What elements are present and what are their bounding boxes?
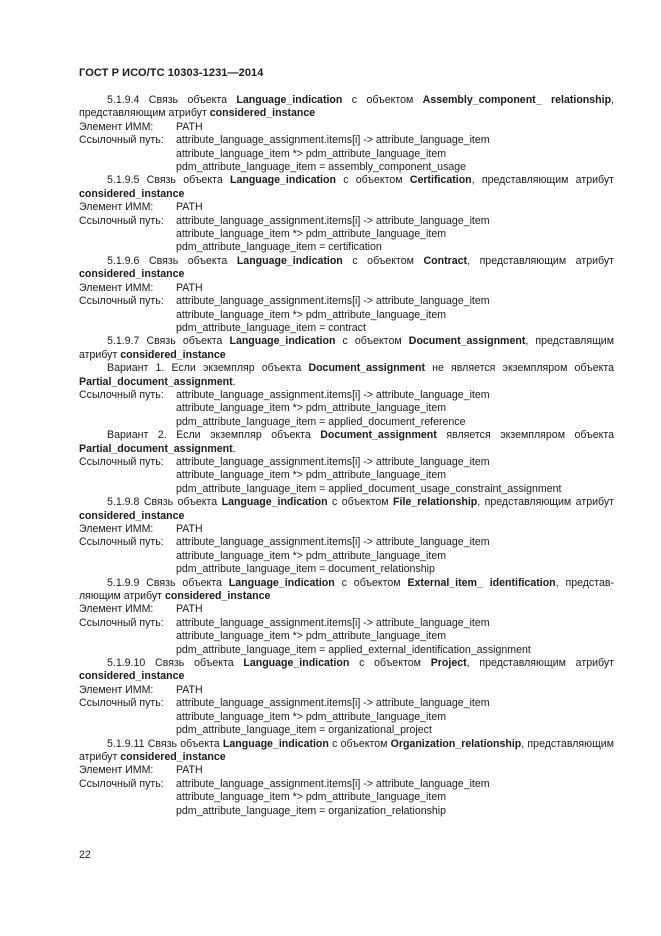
section-heading bbox=[79, 657, 614, 684]
text-run: . bbox=[232, 375, 236, 388]
element-label: Элемент ИММ: bbox=[79, 683, 154, 696]
entity-name: Contract bbox=[423, 254, 468, 267]
element-row bbox=[79, 523, 614, 536]
text-run: является экземпляром объекта bbox=[436, 429, 615, 442]
text-run: 5.1.9.8 Связь объекта bbox=[107, 496, 222, 509]
element-row bbox=[79, 201, 614, 214]
entity-name: considered_instance bbox=[79, 509, 185, 522]
path-line: attribute_language_assignment.items[i] -> attribute_language_item bbox=[176, 388, 490, 401]
entity-name: Document_assignment bbox=[320, 429, 437, 442]
page-number: 22 bbox=[79, 849, 91, 861]
element-value: PATH bbox=[176, 120, 203, 133]
text-run: , представляющим атрибут bbox=[471, 174, 614, 187]
path-line: attribute_language_assignment.items[i] -> attribute_language_item bbox=[176, 214, 490, 227]
text-run: , представляющим атрибут bbox=[466, 657, 614, 670]
section-heading bbox=[79, 94, 614, 121]
text-run: Вариант 2. Если экземпляр объекта bbox=[107, 429, 321, 442]
text-run: , представляющим атрибут bbox=[79, 94, 614, 120]
entity-name: Assembly_component_ relationship bbox=[422, 94, 612, 106]
entity-name: considered_instance bbox=[120, 348, 226, 361]
section-heading bbox=[79, 429, 614, 456]
page-header: ГОСТ Р ИСО/ТС 10303-1231—2014 bbox=[79, 67, 264, 79]
text-run: , представляющим атрибут bbox=[467, 254, 614, 267]
entity-name: Language_indication bbox=[236, 254, 343, 267]
entity-name: Document_assignment bbox=[308, 362, 425, 375]
element-row bbox=[79, 764, 614, 777]
element-value: PATH bbox=[176, 281, 203, 294]
section-heading bbox=[79, 335, 614, 362]
text-run: . bbox=[232, 442, 236, 455]
path-line: attribute_language_item *> pdm_attribute_language_item bbox=[176, 147, 447, 160]
text-run: с объектом bbox=[342, 254, 424, 267]
path-line: attribute_language_item *> pdm_attribute_language_item bbox=[176, 469, 447, 482]
text-run: , представлящим атрибут bbox=[79, 335, 615, 361]
path-row bbox=[79, 215, 614, 228]
element-value: PATH bbox=[176, 764, 203, 777]
path-label: Ссылочный путь: bbox=[79, 214, 164, 227]
text-run: 5.1.9.9 Связь объекта bbox=[107, 576, 229, 589]
path-row bbox=[79, 295, 614, 308]
entity-name: External_item_ identification bbox=[407, 576, 556, 589]
path-row bbox=[79, 134, 614, 147]
text-run: , представляющим атрибут bbox=[79, 576, 615, 603]
path-line: attribute_language_assignment.items[i] -> attribute_language_item bbox=[176, 536, 490, 549]
text-run: 5.1.9.7 Связь объекта bbox=[107, 335, 230, 348]
path-line: attribute_language_assignment.items[i] -> attribute_language_item bbox=[176, 134, 490, 147]
path-line: attribute_language_item *> pdm_attribute_language_item bbox=[176, 710, 447, 723]
path-line: attribute_language_assignment.items[i] -> attribute_language_item bbox=[176, 697, 490, 710]
path-line: pdm_attribute_language_item = certification bbox=[176, 241, 382, 254]
entity-name: Partial_document_assignment bbox=[79, 375, 233, 388]
element-label: Элемент ИММ: bbox=[79, 281, 154, 294]
path-line: pdm_attribute_language_item = applied_document_reference bbox=[176, 415, 466, 428]
entity-name: considered_instance bbox=[120, 750, 226, 763]
path-row bbox=[79, 456, 614, 469]
path-line: attribute_language_assignment.items[i] -> attribute_language_item bbox=[176, 455, 490, 468]
path-line: attribute_language_item *> pdm_attribute_language_item bbox=[176, 402, 447, 415]
path-line: attribute_language_item *> pdm_attribute_language_item bbox=[176, 630, 447, 643]
element-value: PATH bbox=[176, 201, 203, 214]
path-label: Ссылочный путь: bbox=[79, 455, 164, 468]
text-run: с объектом bbox=[327, 496, 394, 509]
element-row bbox=[79, 282, 614, 295]
text-run: с объектом bbox=[335, 174, 410, 187]
entity-name: Language_indication bbox=[229, 174, 336, 187]
text-run: не является экземпляром объекта bbox=[425, 362, 615, 375]
text-run: 5.1.9.10 Связь объекта bbox=[107, 657, 244, 670]
text-run: 5.1.9.6 Связь объекта bbox=[107, 254, 237, 267]
element-label: Элемент ИММ: bbox=[79, 201, 154, 214]
section-heading bbox=[79, 362, 614, 389]
element-row bbox=[79, 684, 614, 697]
path-line: attribute_language_item *> pdm_attribute_language_item bbox=[176, 549, 447, 562]
section-heading bbox=[79, 577, 614, 604]
path-row bbox=[79, 536, 614, 549]
entity-name: Organization_relationship bbox=[390, 737, 522, 750]
entity-name: considered_instance bbox=[79, 187, 185, 200]
path-line: pdm_attribute_language_item = organizational_project bbox=[176, 724, 432, 737]
element-value: PATH bbox=[176, 523, 203, 535]
entity-name: considered_instance bbox=[209, 107, 316, 120]
element-value: PATH bbox=[176, 603, 203, 616]
entity-name: Project bbox=[430, 657, 467, 670]
element-value: PATH bbox=[176, 683, 203, 696]
entity-name: Language_indication bbox=[222, 737, 329, 750]
path-line: attribute_language_item *> pdm_attribute_language_item bbox=[176, 791, 447, 804]
path-label: Ссылочный путь: bbox=[79, 134, 164, 147]
text-run: 5.1.9.4 Связь объекта bbox=[107, 94, 237, 106]
text-run: Вариант 1. Если экземпляр объекта bbox=[107, 362, 309, 375]
element-label: Элемент ИММ: bbox=[79, 120, 154, 133]
path-label: Ссылочный путь: bbox=[79, 777, 164, 790]
path-line: pdm_attribute_language_item = organization_relationship bbox=[176, 804, 447, 817]
section-heading bbox=[79, 174, 614, 201]
element-label: Элемент ИММ: bbox=[79, 764, 154, 777]
section-heading bbox=[79, 496, 614, 523]
entity-name: considered_instance bbox=[79, 670, 185, 683]
element-row bbox=[79, 603, 614, 616]
element-row bbox=[79, 121, 614, 134]
path-line: attribute_language_item *> pdm_attribute_language_item bbox=[176, 228, 447, 241]
entity-name: considered_instance bbox=[79, 268, 185, 281]
path-line: pdm_attribute_language_item = document_relationship bbox=[176, 563, 435, 576]
path-line: attribute_language_assignment.items[i] -> attribute_language_item bbox=[176, 295, 490, 308]
path-row bbox=[79, 389, 614, 402]
path-label: Ссылочный путь: bbox=[79, 295, 164, 308]
section-heading bbox=[79, 738, 614, 765]
path-line: pdm_attribute_language_item = applied_external_identification_assignment bbox=[176, 643, 531, 656]
entity-name: Language_indication bbox=[243, 657, 350, 670]
path-line: pdm_attribute_language_item = contract bbox=[176, 321, 366, 334]
path-row bbox=[79, 778, 614, 791]
path-line: pdm_attribute_language_item = applied_document_usage_constraint_assignment bbox=[176, 482, 562, 495]
entity-name: Document_assignment bbox=[408, 335, 526, 348]
path-line: attribute_language_assignment.items[i] -> attribute_language_item bbox=[176, 777, 490, 790]
text-run: с объектом bbox=[334, 576, 408, 589]
element-label: Элемент ИММ: bbox=[79, 523, 154, 535]
element-label: Элемент ИММ: bbox=[79, 603, 154, 616]
text-run: 5.1.9.5 Связь объекта bbox=[107, 174, 230, 187]
text-run: с объектом bbox=[342, 94, 423, 106]
path-line: attribute_language_item *> pdm_attribute_language_item bbox=[176, 308, 447, 321]
section-heading bbox=[79, 255, 614, 282]
text-run: с объектом bbox=[335, 335, 409, 348]
entity-name: considered_instance bbox=[164, 590, 271, 603]
entity-name: Language_indication bbox=[221, 496, 328, 509]
path-label: Ссылочный путь: bbox=[79, 536, 164, 549]
path-label: Ссылочный путь: bbox=[79, 697, 164, 710]
path-line: attribute_language_assignment.items[i] -> attribute_language_item bbox=[176, 616, 490, 629]
entity-name: Partial_document_assignment bbox=[79, 442, 233, 455]
entity-name: Language_indication bbox=[236, 94, 343, 106]
path-row bbox=[79, 617, 614, 630]
text-run: с объектом bbox=[349, 657, 431, 670]
path-line: pdm_attribute_language_item = assembly_component_usage bbox=[176, 161, 467, 174]
text-run: , представляющим атрибут bbox=[79, 737, 614, 763]
entity-name: Language_indication bbox=[228, 576, 335, 589]
document-body bbox=[79, 94, 614, 818]
path-label: Ссылочный путь: bbox=[79, 388, 164, 401]
text-run: с объектом bbox=[328, 737, 391, 750]
entity-name: File_relationship bbox=[393, 496, 478, 509]
text-run: 5.1.9.11 Связь объекта bbox=[107, 737, 223, 750]
text-run: , представляющим атрибут bbox=[477, 496, 614, 509]
entity-name: Language_indication bbox=[229, 335, 336, 348]
entity-name: Certification bbox=[409, 174, 472, 187]
path-label: Ссылочный путь: bbox=[79, 616, 164, 629]
path-row bbox=[79, 697, 614, 710]
